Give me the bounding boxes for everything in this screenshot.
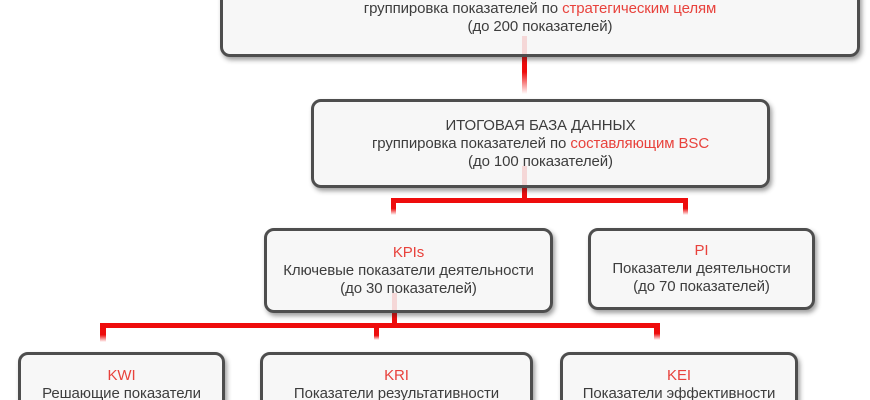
node-pi-limit: (до 70 показателей) [633,278,770,295]
node-kpis [264,228,553,313]
node-summary-database [311,99,770,188]
connector-drop-to-pi [683,198,688,215]
node-kwi-name: Решающие показатели [42,385,201,400]
connector-branch-row3 [391,198,688,203]
node-summary-grouping-line [314,135,767,153]
node-summary-grouping-red: составляющим BSC [570,134,710,152]
node-top-grouping-line [223,0,857,18]
node-kpis-name: Ключевые показатели деятельности [283,261,534,279]
node-pi-name: Показатели деятельности [612,260,791,277]
node-kei-name: Показатели эффективности [582,385,776,400]
node-kwi [18,352,225,400]
node-summary-limit: (до 100 показателей) [468,152,613,170]
node-kri-name: Показатели результативности [293,385,500,400]
node-pi [588,228,815,310]
node-kei [560,352,798,400]
node-kei-abbr: KEI [667,367,691,384]
connector-drop-to-kei [654,323,660,340]
connector-drop-to-kri [374,328,379,340]
node-top-limit: (до 200 показателей) [467,18,613,35]
node-top-database [220,0,860,57]
connector-branch-row4 [100,323,660,328]
connector-drop-to-kwi [100,323,106,342]
node-kpis-abbr: KPIs [392,243,425,261]
node-summary-title: ИТОГОВАЯ БАЗА ДАННЫХ [445,116,636,134]
connector-drop-to-kpis [391,198,396,215]
node-top-grouping-dark: группировка показателей по [363,0,563,17]
node-pi-abbr: PI [694,242,709,259]
node-kwi-abbr: KWI [107,367,136,384]
node-summary-grouping-dark: группировка показателей по [371,134,571,152]
node-kri-abbr: KRI [384,367,409,384]
node-top-grouping-red: стратегическим целям [562,0,717,17]
node-kpis-limit: (до 30 показателей) [340,279,477,297]
node-kri [260,352,533,400]
